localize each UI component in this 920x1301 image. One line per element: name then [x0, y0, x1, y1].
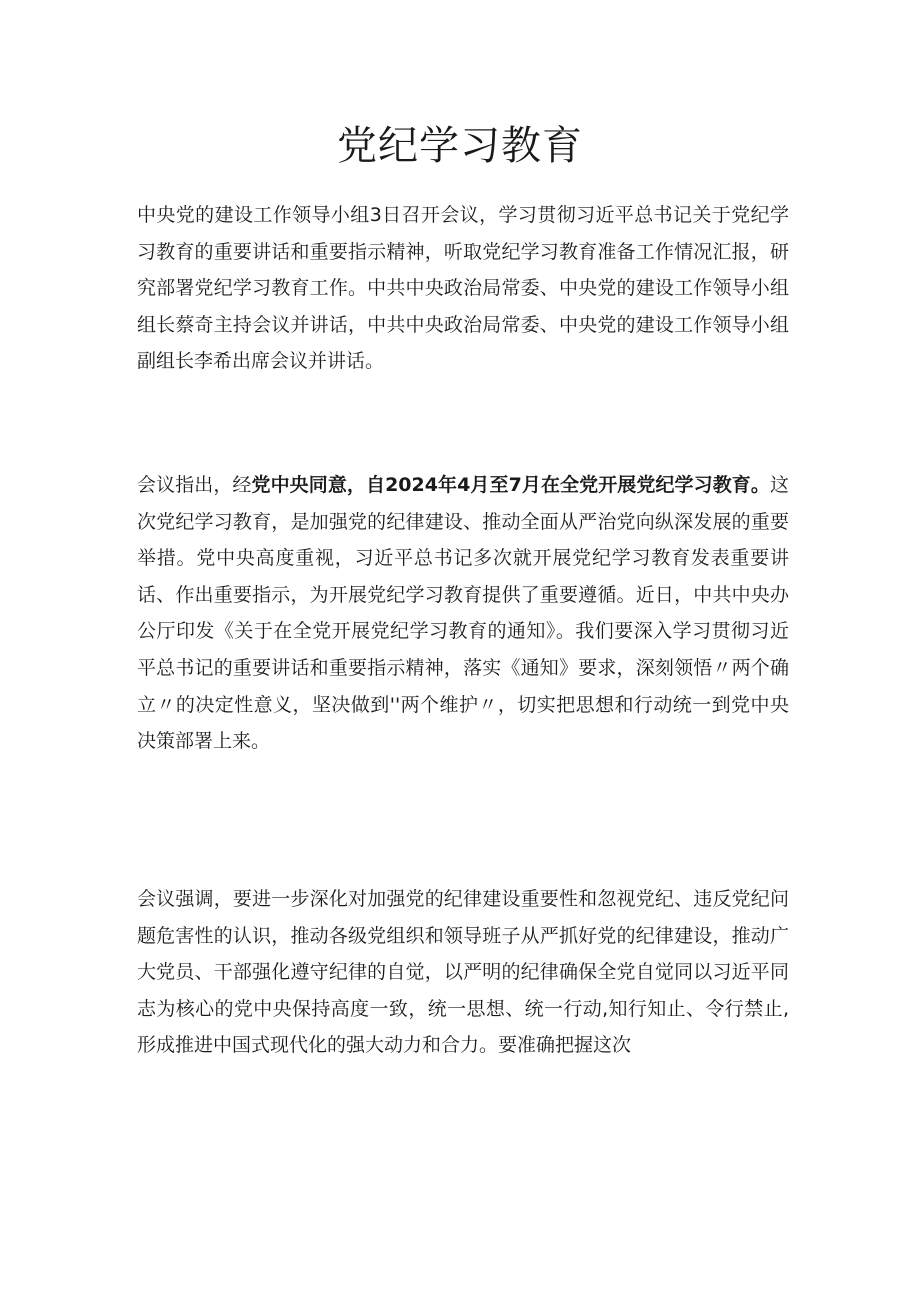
paragraph-2-bold: 党中央同意，自2024年4月至7月在全党开展党纪学习教育。 — [251, 474, 770, 496]
paragraph-2-lead: 会议指出，经 — [137, 474, 252, 496]
document-title: 党纪学习教育 — [337, 123, 583, 169]
paragraph-2 — [137, 467, 789, 760]
paragraph-3: 会议强调，要进一步深化对加强党的纪律建设重要性和忽视党纪、违反党纪问题危害性的认识，推动各级党组织和领导班子从严抓好党的纪律建设，推动广大党员、干部强化遵守纪律的自觉，以严明的纪律确保全党自觉同以习近平同志为核心的党中央保持高度一致，统一思想、统一行动,知行知止、令行禁止,形成推进中国式现代化的强大动力和合力。要准确把握这次 — [137, 888, 789, 1057]
paragraph-1: 中央党的建设工作领导小组3日召开会议，学习贯彻习近平总书记关于党纪学习教育的重要讲话和重要指示精神，听取党纪学习教育准备工作情况汇报，研究部署党纪学习教育工作。中共中央政治局常委、中央党的建设工作领导小组组长蔡奇主持会议并讲话，中共中央政治局常委、中央党的建设工作领导小组副组长李希出席会议并讲话。 — [137, 204, 789, 373]
paragraph-2-rest: 这次党纪学习教育，是加强党的纪律建设、推动全面从严治党向纵深发展的重要举措。党中央高度重视，习近平总书记多次就开展党纪学习教育发表重要讲话、作出重要指示，为开展党纪学习教育提供了重要遵循。近日，中共中央办公厅印发《关于在全党开展党纪学习教育的通知》。我们要深入学习贯彻习近平总书记的重要讲话和重要指示精神，落实《通知》要求，深刻领悟〃两个确立〃的决定性意义，坚决做到''两个维护〃，切实把思想和行动统一到党中央决策部署上来。 — [137, 474, 789, 753]
